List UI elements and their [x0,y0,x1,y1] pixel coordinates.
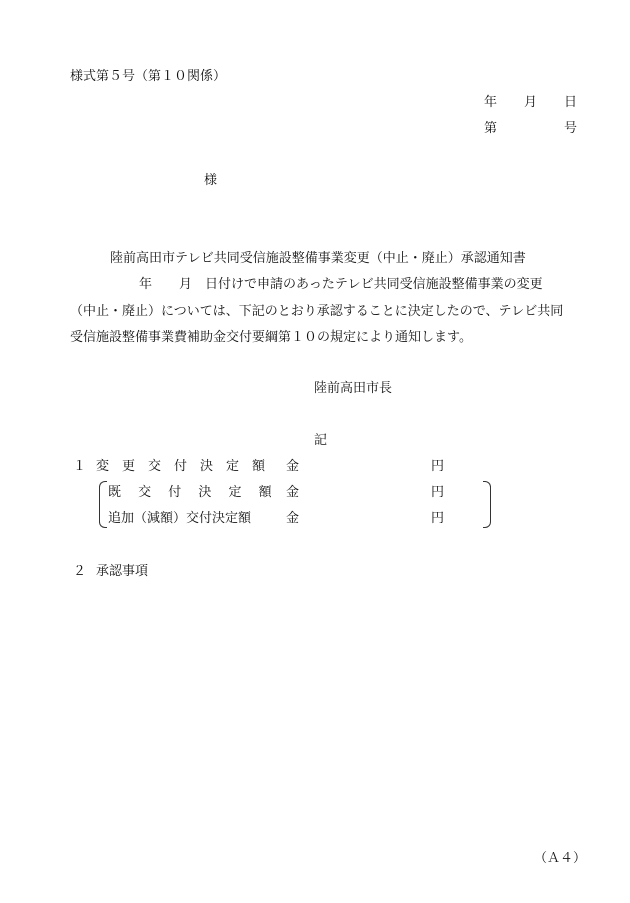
doc-number-prefix: 第 [484,121,498,136]
sub2-label: 追加（減額）交付決定額 [108,511,252,526]
right-bracket [483,481,491,528]
body-line-2: （中止・廃止）については、下記のとおり承認することに決定したので、テレビ共同 [70,304,564,319]
item1-kin: 金 [286,459,300,474]
addressee-suffix: 様 [204,173,218,188]
doc-number-suffix: 号 [564,121,578,136]
date-month-label: 月 [524,95,538,110]
body-year-label: 年 [139,277,153,292]
sub1-yen: 円 [431,485,445,500]
item2-number: ２ [73,564,87,579]
document-title: 陸前高田市テレビ共同受信施設整備事業変更（中止・廃止）承認通知書 [110,251,526,266]
sub2-yen: 円 [431,511,445,526]
left-bracket [99,481,107,528]
sub1-label: 既 交 付 決 定 額 [108,485,272,500]
form-number: 様式第５号（第１０関係） [70,69,227,84]
item2-label: 承認事項 [96,564,149,579]
issuer-name: 陸前高田市長 [314,381,393,396]
item1-number: １ [73,459,87,474]
body-month-label: 月 [179,277,193,292]
item1-label: 変 更 交 付 決 定 額 [96,459,266,474]
ki-heading: 記 [314,433,328,448]
body-line-1: 日付けで申請のあったテレビ共同受信施設整備事業の変更 [205,277,543,292]
sub2-kin: 金 [286,511,300,526]
sub1-kin: 金 [286,485,300,500]
paper-size-label: （Ａ４） [534,851,587,866]
item1-yen: 円 [431,459,445,474]
date-day-label: 日 [564,95,578,110]
body-line-3: 受信施設整備事業費補助金交付要綱第１０の規定により通知します。 [70,330,472,345]
date-year-label: 年 [484,95,498,110]
